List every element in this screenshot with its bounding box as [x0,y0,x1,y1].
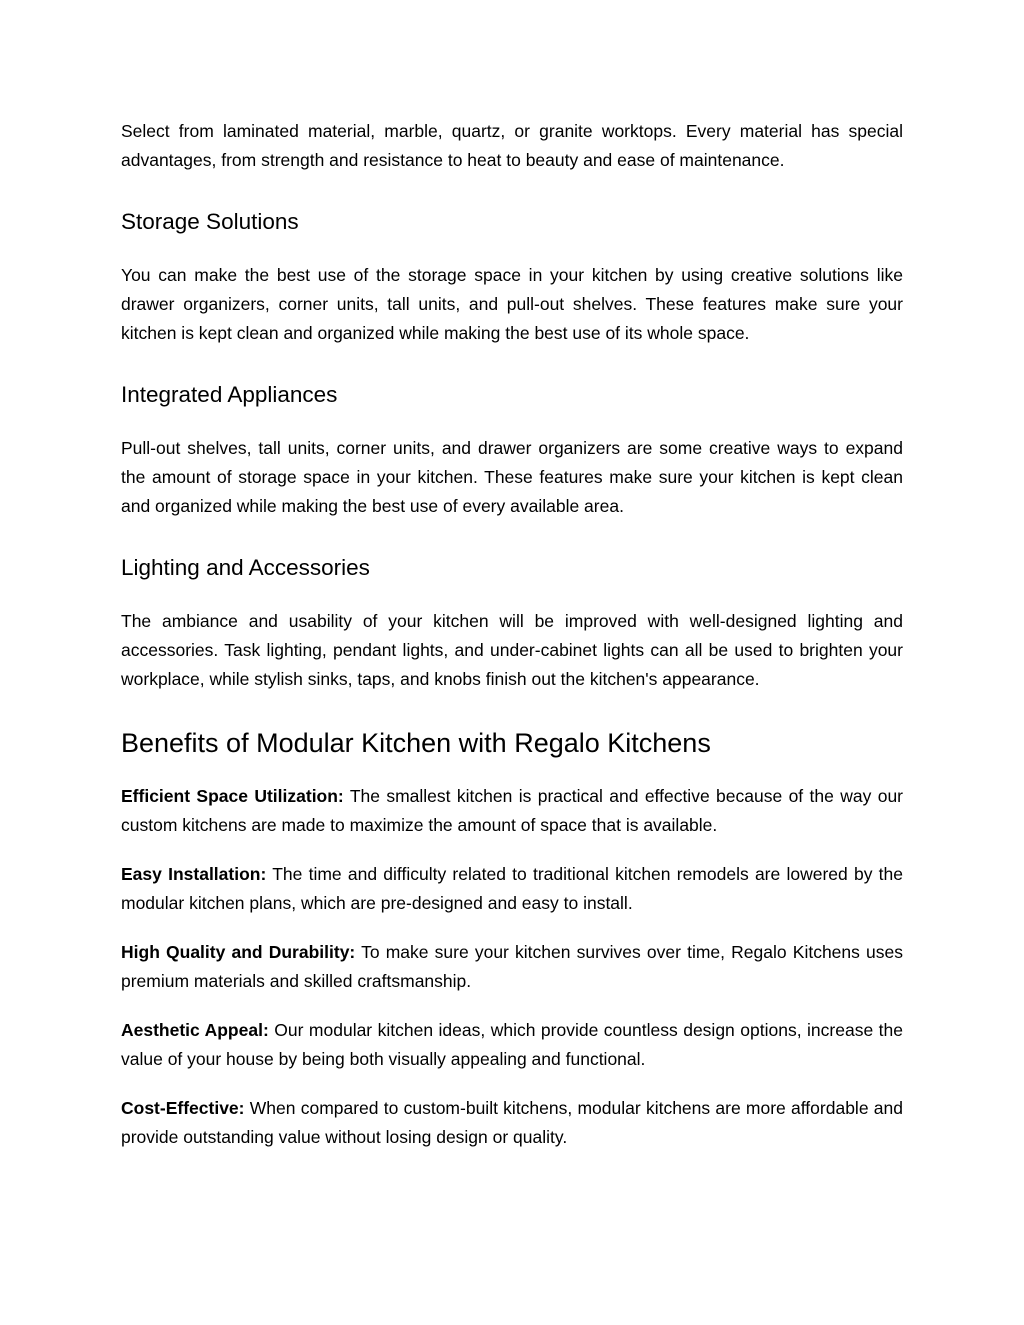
section-body-lighting: The ambiance and usability of your kitchen will be improved with well-designed lighting and accessories. Task lighting, pendant lights, and under-cabinet lights can all be used to brighten your workplace, while stylish sinks, taps, and knobs finish out the kitchen's appearance. [121,611,903,689]
section-heading-storage: Storage Solutions [121,209,299,234]
section-heading-appliances: Integrated Appliances [121,382,338,407]
section-body-appliances: Pull-out shelves, tall units, corner units, and drawer organizers are some creative ways to expand the amount of storage space in your kitchen. These features make sure your kitchen is kept clean and organized while making the best use of every available area. [121,438,903,516]
section-body-storage: You can make the best use of the storage space in your kitchen by using creative solutions like drawer organizers, corner units, tall units, and pull-out shelves. These features make sure your kitchen is kept clean and organized while making the best use of its whole space. [121,265,903,343]
benefit-text: To make sure your kitchen survives over time, Regalo Kitchens uses premium materials and skilled craftsmanship. [121,942,903,991]
benefits-heading: Benefits of Modular Kitchen with Regalo Kitchens [121,728,711,758]
document-page [121,117,903,1172]
benefit-text: The smallest kitchen is practical and effective because of the way our custom kitchens are made to maximize the amount of space that is available. [121,786,904,835]
benefit-item [121,1016,903,1074]
benefit-term: Aesthetic Appeal: [121,1020,269,1040]
benefit-text: When compared to custom-built kitchens, modular kitchens are more affordable and provide outstanding value without losing design or quality. [121,1098,903,1147]
benefit-item [121,1094,903,1152]
benefit-term: Cost-Effective: [121,1098,245,1118]
benefit-item [121,782,903,840]
intro-paragraph: Select from laminated material, marble, quartz, or granite worktops. Every material has special advantages, from strength and resistance to heat to beauty and ease of maintenance. [121,121,903,170]
benefit-term: Efficient Space Utilization: [121,786,344,806]
benefit-text: Our modular kitchen ideas, which provide countless design options, increase the value of your house by being both visually appealing and functional. [121,1020,903,1069]
benefit-item [121,860,903,918]
benefit-item [121,938,903,996]
benefit-term: High Quality and Durability: [121,942,356,962]
section-heading-lighting: Lighting and Accessories [121,555,370,580]
benefit-term: Easy Installation: [121,864,267,884]
benefit-text: The time and difficulty related to traditional kitchen remodels are lowered by the modular kitchen plans, which are pre-designed and easy to install. [121,864,904,913]
